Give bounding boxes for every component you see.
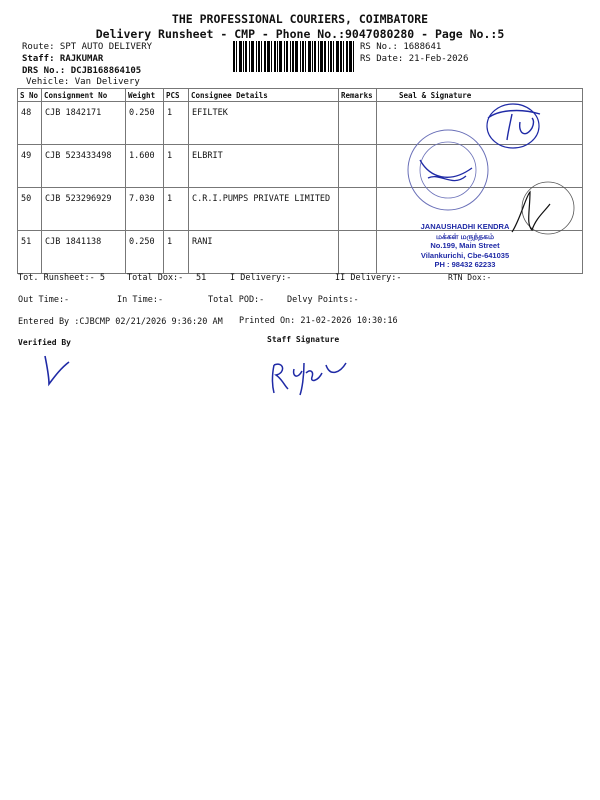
cell-weight: 1.600 bbox=[126, 145, 164, 188]
column-header-consignment: Consignment No bbox=[42, 89, 126, 102]
cell-weight: 7.030 bbox=[126, 188, 164, 231]
cell-consignee: EFILTEK bbox=[189, 102, 339, 145]
stamp-line: No.199, Main Street bbox=[430, 241, 500, 250]
out-time: Out Time:- bbox=[18, 295, 70, 305]
rtn-dox: RTN Dox:- bbox=[448, 273, 492, 282]
cell-consignment: CJB 523296929 bbox=[42, 188, 126, 231]
cell-consignee: ELBRIT bbox=[189, 145, 339, 188]
signature-over-stamp bbox=[420, 160, 472, 181]
janaushadhi-stamp bbox=[405, 222, 525, 270]
cell-sno: 50 bbox=[18, 188, 42, 231]
stamp-line: PH : 98432 62233 bbox=[434, 260, 496, 269]
rs-date: RS Date: 21-Feb-2026 bbox=[360, 54, 469, 64]
cell-weight: 0.250 bbox=[126, 102, 164, 145]
cell-weight: 0.250 bbox=[126, 231, 164, 274]
printed-on: Printed On: 21-02-2026 10:30:16 bbox=[239, 316, 398, 326]
total-dox-value: 51 bbox=[196, 273, 207, 283]
signature-tu bbox=[488, 111, 540, 140]
cell-pcs: 1 bbox=[164, 231, 189, 274]
verified-signature bbox=[35, 350, 75, 390]
column-header-pcs: PCS bbox=[164, 89, 189, 102]
cell-sno: 48 bbox=[18, 102, 42, 145]
delvy-points: Delvy Points:- bbox=[287, 295, 359, 305]
stamp-line: மக்கள் மருந்தகம் bbox=[436, 231, 494, 241]
cell-remarks bbox=[339, 102, 377, 145]
cell-pcs: 1 bbox=[164, 145, 189, 188]
i-delivery: I Delivery:- bbox=[230, 273, 292, 283]
cell-consignment: CJB 523433498 bbox=[42, 145, 126, 188]
stamp-line: Vilankurichi, Cbe-641035 bbox=[420, 250, 510, 260]
staff-label: Staff: RAJKUMAR bbox=[22, 54, 104, 64]
cell-pcs: 1 bbox=[164, 102, 189, 145]
drs-number: DRS No.: DCJB168864105 bbox=[22, 66, 142, 76]
ii-delivery: II Delivery:- bbox=[335, 273, 402, 283]
vehicle-label: Vehicle: Van Delivery bbox=[26, 77, 140, 87]
document-title: THE PROFESSIONAL COURIERS, COIMBATORE bbox=[171, 12, 429, 26]
tot-runsheet: Tot. Runsheet:- 5 bbox=[18, 273, 105, 283]
entered-by: Entered By :CJBCMP 02/21/2026 9:36:20 AM bbox=[18, 317, 223, 327]
cell-consignment: CJB 1841138 bbox=[42, 231, 126, 274]
stamp-line: JANAUSHADHI KENDRA bbox=[420, 222, 510, 231]
barcode bbox=[233, 41, 357, 72]
total-dox-label: Total Dox:- bbox=[127, 273, 184, 283]
cell-consignment: CJB 1842171 bbox=[42, 102, 126, 145]
verified-by-label: Verified By bbox=[18, 338, 71, 347]
route-label: Route: SPT AUTO DELIVERY bbox=[22, 42, 153, 52]
cell-consignee: RANI bbox=[189, 231, 339, 274]
cell-sno: 51 bbox=[18, 231, 42, 274]
cell-consignee: C.R.I.PUMPS PRIVATE LIMITED bbox=[189, 188, 339, 231]
column-header-seal-signature: Seal & Signature bbox=[377, 89, 583, 102]
column-header-weight: Weight bbox=[126, 89, 164, 102]
column-header-consignee: Consignee Details bbox=[189, 89, 339, 102]
column-header-sno: S No bbox=[18, 89, 42, 102]
column-header-remarks: Remarks bbox=[339, 89, 377, 102]
document-subtitle: Delivery Runsheet - CMP - Phone No.:9047080280 - Page No.:5 bbox=[95, 27, 505, 41]
cell-pcs: 1 bbox=[164, 188, 189, 231]
in-time: In Time:- bbox=[117, 295, 164, 305]
cell-remarks bbox=[339, 188, 377, 231]
total-pod: Total POD:- bbox=[208, 295, 265, 305]
cell-remarks bbox=[339, 145, 377, 188]
rs-number: RS No.: 1688641 bbox=[360, 42, 442, 52]
cell-sno: 49 bbox=[18, 145, 42, 188]
cell-remarks bbox=[339, 231, 377, 274]
staff-signature-mark bbox=[260, 355, 360, 400]
staff-signature-label: Staff Signature bbox=[267, 335, 340, 344]
